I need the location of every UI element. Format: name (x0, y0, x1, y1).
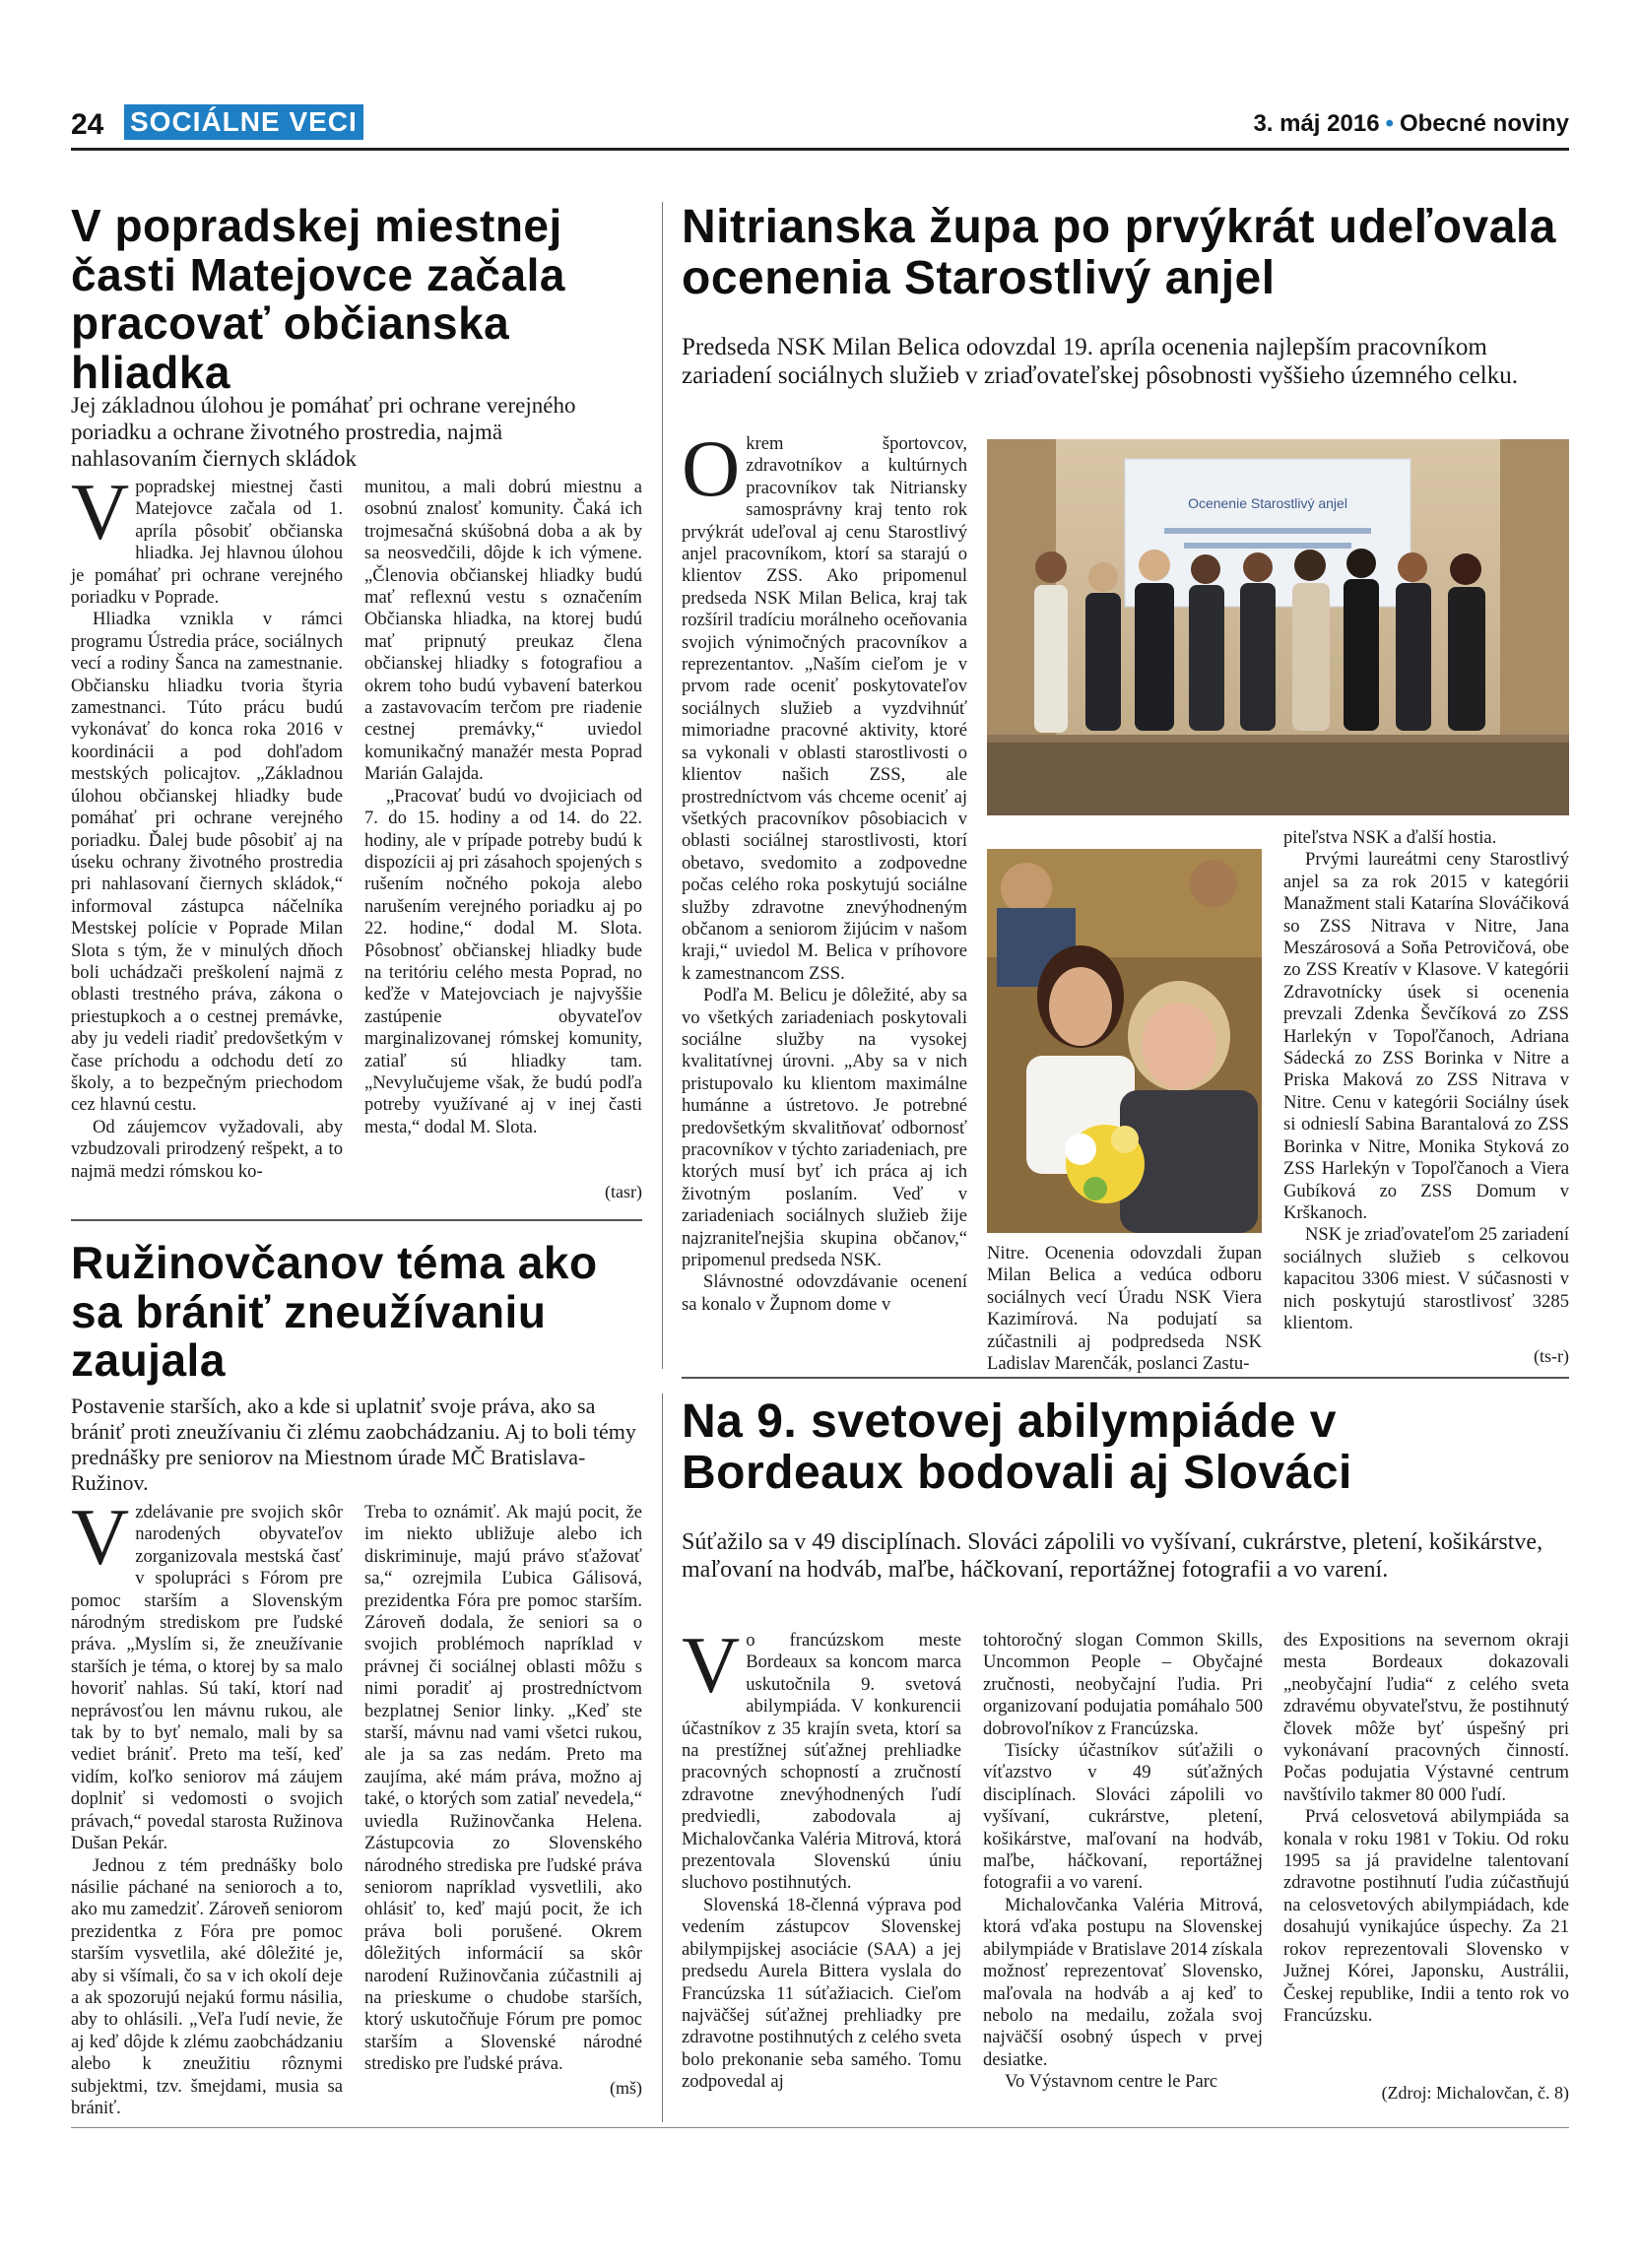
separator-dot: • (1385, 110, 1394, 137)
article1-column-1 (71, 467, 343, 1183)
article3-paragraph: piteľstva NSK a ďalší hostia. (1283, 827, 1497, 848)
article3-paragraph: Podľa M. Belicu je dôležité, aby sa vo všetkých zariadeniach poskytovali sociálne služby na vysokej kvalitatívnej úrovni. „Aby sa v nich pristupovalo ku klientom maximálne humánne a ústretovo. Je potrebné predovšetkým skvalitňovať odbornosť pracovníkov v týchto zariadeniach, pre ktorých musí byť ich práca aj ich životným poslaním. Veď v zariadeniach sociálnych služieb žije najzraniteľnejšia skupina občanov,“ pripomenul predseda NSK. (682, 985, 967, 1271)
issue-date: 3. máj 2016 (1253, 110, 1380, 137)
article1-paragraph: popradskej miestnej časti Matejovce začala od 1. apríla pôsobiť občianska hliadka. Jej hlavnou úlohou je pomáhať pri ochrane verejného poriadku v Poprade. (71, 477, 343, 609)
article3-paragraph: Prvými laureátmi ceny Starostlivý anjel sa za rok 2015 v kategórii Manažment stali Katarína Slováčiková so ZSS Nitrava v Nitre, Jana Meszárosová a Soňa Petrovičová, obe zo ZSS Kreatív v Klasove. V kategórii Zdravotnícky úsek si ocenenia prevzali Zdenka Ševčíková zo ZSS Harlekýn v Topoľčanoch, Adriana Sádecká zo ZSS Borinka v Nitre a Priska Maková zo ZSS Nitrava v Nitre. Cenu v kategórii Sociálny úsek si odnieslí Sabina Barantalová zo ZSS Borinka v Nitre, Monika Styková zo ZSS Harlekýn v Topoľčanoch a Viera Gubíková zo ZSS Domum v Krškanoch. (1283, 849, 1569, 1223)
article4-paragraph: des Expositions na severnom okraji mesta Bordeaux dokazovali „neobyčajní ľudia“ z celého sveta zdravému obyvateľstvu, že postihnutý človek môže byť úspešný pri vykonávaní pracovných činností. Počas podujatia Výstavné centrum navštívilo takmer 80 000 ľudí. (1283, 1630, 1569, 1805)
column-divider (662, 202, 663, 1369)
header-rule (71, 148, 1569, 151)
article4-paragraph: Tisícky účastníkov súťažili o víťazstvo v 49 súťažných disciplínach. Slováci zápolili vo vyšívaní, cukrárstve, pletení, košikárstve, maľovaní na hodváb, maľbe, háčkovaní, reportážnej fotografii a vo varení. (983, 1740, 1263, 1894)
article3-column-2 (987, 1243, 1262, 1375)
group-photo (987, 439, 1569, 815)
audience-photo (987, 849, 1262, 1233)
article4-column-3 (1283, 1630, 1569, 2027)
article3-paragraph: Slávnostné odovzdávanie ocenení sa konalo v Župnom dome v (682, 1271, 967, 1315)
article1-column-2 (364, 477, 642, 1138)
article3-signature: (ts-r) (1534, 1346, 1569, 1366)
article1-dek: Jej základnou úlohou je pomáhať pri ochrane verejného poriadku a ochrane životného prostredia, najmä nahlasovaním čiernych skládok (71, 393, 576, 471)
article2-column-1 (71, 1492, 343, 2119)
paper-name: Obecné noviny (1399, 110, 1569, 137)
column-divider (662, 1393, 663, 2122)
article3-paragraph: Nitre. Ocenenia odovzdali župan Milan Belica a vedúca odboru sociálnych vecí Úradu NSK Viera Kazimírová. Na podujatí sa zúčastnili aj podpredseda NSK Ladislav Marenčák, poslanci Zastu- (987, 1243, 1262, 1375)
section-label: SOCIÁLNE VECI (124, 104, 363, 140)
article4-paragraph: tohtoročný slogan Common Skills, Uncommon People – Obyčajné zručnosti, neobyčajní ľudia. Pri organizovaní podujatia pomáhalo 500 dobrovoľníkov z Francúzska. (983, 1630, 1263, 1739)
article1-paragraph: munitou, a mali dobrú miestnu a osobnú znalosť komunity. Čaká ich trojmesačná skúšobná doba a ak by sa neosvedčili, dôjde k ich výmene. „Členovia občianskej hliadky budú mať reflexnú vestu s označením Občianska hliadka, na ktorej budú mať pripnutý preukaz člena občianskej hliadky s fotografiou a okrem toho budú vybavení baterkou a zastavovacím terčom pre riadenie cestnej premávky,“ uviedol komunikačný manažér mesta Poprad Marián Galajda. (364, 477, 642, 785)
article3-dek: Predseda NSK Milan Belica odovzdal 19. apríla ocenenia najlepším pracovníkom zariadení sociálnych služieb v zriaďovateľskej pôsobnosti vyššieho územného celku. (682, 334, 1518, 389)
article2-signature: (mš) (610, 2078, 642, 2098)
article4-column-2 (983, 1630, 1263, 2094)
article3-column-3 (1283, 827, 1569, 1334)
article1-signature: (tasr) (605, 1182, 642, 1201)
article4-signature: (Zdroj: Michalovčan, č. 8) (1381, 2083, 1569, 2103)
drop-cap: V (71, 467, 130, 556)
page-number: 24 (71, 108, 104, 141)
article1-paragraph: „Pracovať budú vo dvojiciach od 7. do 15. hodiny a od 14. do 22. hodiny, ale v prípade potreby budú k dispozícii aj pri zásahoch spojených s rušením nočného pokoja alebo narušením verejného poriadku aj po 22. hodine,“ dodal M. Slota. Pôsobnosť občianskej hliadky bude na teritóriu celého mesta Poprad, no keďže v Matejovciach je najvyššie zastúpenie obyvateľov marginalizovanej rómskej komunity, zatiaľ sú hliadky tam. „Nevylučujeme však, že budú podľa potreby využívané aj v inej časti mesta,“ dodal M. Slota. (364, 785, 642, 1137)
article2-title: Ružinovčanov téma ako sa brániť zneužívaniu zaujala (71, 1237, 598, 1387)
article-divider (682, 1377, 1569, 1379)
article2-paragraph: Treba to oznámiť. Ak majú pocit, že im niekto ubližuje alebo ich diskriminuje, majú právo sťažovať sa,“ ozrejmila Ľubica Gálisová, prezidentka Fóra pre pomoc starším. Zároveň dodala, že seniori sa o svojich problémoch napríklad v právnej či sociálnej oblasti môžu s nimi poradiť aj prostredníctvom bezplatnej Senior linky. „Keď ste starší, mávnu nad vami všetci rukou, ale ja sa zas nedám. Preto ma zaujíma, aké mám práva, možno aj také, o ktorých som zatiaľ nevedela,“ uviedla Ružinovčanka Helena. Zástupcovia zo Slovenského národného strediska pre ľudské práva seniorom napríklad vysvetlili, ako ohlásiť to, keď majú pocit, že ich práva boli porušené. Okrem dôležitých informácií sa skôr narodení Ružinovčania zúčastnili aj na prieskume o chudobe starších, ktorý uskutočňuje Fórum pre pomoc starším a Slovenské národné stredisko pre ľudské práva. (364, 1502, 642, 2075)
article4-column-1 (682, 1620, 961, 2094)
footer-rule (71, 2127, 1569, 2128)
article2-column-2 (364, 1502, 642, 2076)
article4-paragraph: o francúzskom meste Bordeaux sa koncom marca uskutočnila 9. svetová abilympiáda. V konkurencii účastníkov z 35 krajín sveta, ktorí sa na prestížnej súťažnej prehliadke pracovných schopností a zručností zdravotne znevýhodnených ľudí predviedli, zabodovala aj Michalovčanka Valéria Mitrová, ktorá prezentovala Slovenskú úniu sluchovo postihnutých. (682, 1630, 961, 1894)
banner-text: Ocenenie Starostlivý anjel (1188, 495, 1347, 511)
article-divider (71, 1219, 642, 1221)
article1-title: V popradskej miestnej časti Matejovce začala pracovať občianska hliadka (71, 200, 565, 399)
article3-paragraph: krem športovcov, zdravotníkov a kultúrnych pracovníkov tak Nitriansky samosprávny kraj tento rok prvýkrát udeľoval aj cenu Starostlivý anjel pracovníkom, ktorí sa starajú o klientov ZSS. Ako pripomenul predseda NSK Milan Belica, kraj tak rozšíril tradíciu morálneho oceňovania svojich výnimočných pracovníkov a reprezentantov. „Naším cieľom je v prvom rade oceniť poskytovateľov sociálnych služieb a vyzdvihnúť mimoriadne pracovné aktivity, ktoré sa vykonali v oblasti starostlivosti o klientov našich ZSS, ale prostredníctvom vás chceme oceniť aj všetkých pracovníkov pôsobiacich v oblasti sociálnej starostlivosti, ktorí obetavo, svedomito a zodpovedne počas celého roka poskytujú sociálne služby zdravotne znevýhodneným občanom a seniorom žijúcim v našom kraji,“ uviedol M. Belica v príhovore k zamestnancom ZSS. (682, 433, 967, 984)
article2-paragraph: Jednou z tém prednášky bolo násilie páchané na senioroch a to, ako mu zamedziť. Zároveň seniorom prezidentka z Fóra pre pomoc starším vysvetlila, aké dôležité je, aby si všímali, čo sa v ich okolí deje a ak spozorujú nejakú formu násilia, aby to ohlásili. „Veľa ľudí nevie, že aj keď dôjde k zlému zaobchádzaniu alebo k zneužitiu rôznymi subjektmi, tzv. šmejdami, musia sa brániť. (71, 1854, 343, 2118)
article4-title: Na 9. svetovej abilympiáde v Bordeaux bodovali aj Slováci (682, 1395, 1352, 1499)
article2-paragraph: zdelávanie pre svojich skôr narodených obyvateľov zorganizovala mestská časť v spolupráci s Fórom pre pomoc starším a Slovenským národným strediskom pre ľudské práva. „Myslím si, že zneužívanie starších je téma, o ktorej by sa malo hovoriť nahlas. Sú takí, ktorí nad neprávosťou len mávnu rukou, ale tak by to byť nemalo, mali by sa vediet brániť. Preto ma teší, keď vidím, koľko seniorov má záujem doplniť si vedomosti o svojich právach,“ povedal starosta Ružinova Dušan Pekár. (71, 1502, 343, 1854)
article4-paragraph: Vo Výstavnom centre le Parc (1005, 2071, 1218, 2093)
article2-dek: Postavenie starších, ako a kde si uplatniť svoje práva, ako sa brániť proti zneužívaniu či zlému zaobchádzaniu. Aj to boli témy prednášky pre seniorov na Miestnom úrade MČ Bratislava-Ružinov. (71, 1393, 636, 1495)
article4-paragraph: Michalovčanka Valéria Mitrová, ktorá vďaka postupu na Slovenskej abilympiáde v Bratislave 2014 získala možnosť reprezentovať Slovensko, maľovala na hodváb a aj keď to nebolo na medailu, zožala svoj najväčší osobný úspech v prvej desiatke. (983, 1894, 1263, 2070)
drop-cap: V (682, 1620, 741, 1710)
drop-cap: V (71, 1492, 130, 1582)
article3-column-1 (682, 423, 967, 1316)
article1-paragraph: Hliadka vznikla v rámci programu Ústredia práce, sociálnych vecí a rodiny Šanca na zamestnanie. Občiansku hliadku tvoria štyria zamestnanci. Túto prácu budú vykonávať do konca roka 2016 v koordinácii a pod dohľadom mestských policajtov. „Základnou úlohou občianskej hliadky bude pomáhať pri ochrane verejného poriadku. Ďalej bude pôsobiť aj na úseku ochrany životného prostredia pri nahlasovaní čiernych skládok,“ informoval zástupca náčelníka Mestskej polície v Poprade Milan Slota s tým, že v minulých dňoch boli uchádzači preškolení najmä z oblasti trestného práva, zákona o priestupkoch a o cestnej premávke, aby ju vedeli riadiť predovšetkým v čase príchodu a odchodu detí zo školy, a to bezpečným priechodom cez hlavnú cestu. (71, 609, 343, 1116)
article3-title: Nitrianska župa po prvýkrát udeľovala ocenenia Starostlivý anjel (682, 201, 1556, 304)
article3-paragraph: NSK je zriaďovateľom 25 zariadení sociálnych služieb s celkovou kapacitou 3306 miest. V súčasnosti v nich poskytujú starostlivosť 3285 klientom. (1283, 1224, 1569, 1333)
issue-info (1253, 110, 1569, 138)
article4-paragraph: Slovenská 18-členná výprava pod vedením zástupcov Slovenskej abilympijskej asociácie (SAA) a jej predsedu Aurela Bittera vyslala do Francúzska 11 súťažiacich. Cieľom najväčšej súťažnej prehliadky pre zdravotne postihnutých z celého sveta bolo prekonanie seba samého. Tomu zodpovedal aj (682, 1894, 961, 2093)
article1-paragraph: Od záujemcov vyžadovali, aby vzbudzovali prirodzený rešpekt, a to najmä medzi rómskou ko- (71, 1116, 343, 1182)
drop-cap: O (682, 423, 741, 513)
article4-dek: Súťažilo sa v 49 disciplínach. Slováci zápolili vo vyšívaní, cukrárstve, pletení, košikárstve, maľovaní na hodváb, maľbe, háčkovaní, reportážnej fotografii a vo varení. (682, 1529, 1543, 1583)
article4-paragraph: Prvá celosvetová abilympiáda sa konala v roku 1981 v Tokiu. Od roku 1995 sa já pravidelne talentovaní zdravotne postihnutí ľudia zúčastňujú na celosvetových abilympiádach, kde dosahujú vynikajúce úspechy. Za 21 rokov reprezentovali Slovensko v Južnej Kórei, Japonsku, Austrálii, Českej republike, Indii a tento rok vo Francúzsku. (1283, 1806, 1569, 2026)
